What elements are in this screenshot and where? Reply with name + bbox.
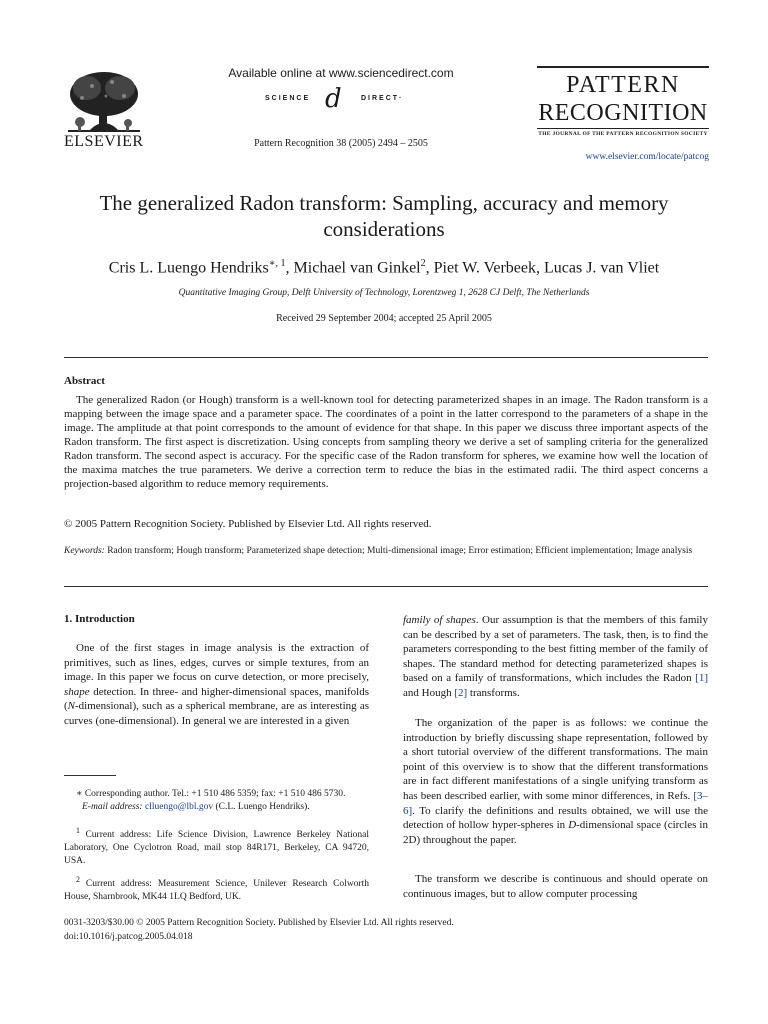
keywords-label: Keywords: — [64, 546, 105, 556]
footnote-1 — [64, 824, 369, 868]
citation-link-2[interactable]: [2] — [454, 686, 468, 699]
sd-logo-left: SCIENCE — [265, 95, 311, 102]
journal-box-bottom-rule — [537, 128, 709, 129]
author-2: , Michael van Ginkel — [285, 259, 421, 277]
bottom-publication-info — [64, 916, 708, 944]
footnote-email-line — [64, 802, 310, 812]
journal-url-link[interactable]: www.elsevier.com/locate/patcog — [585, 152, 709, 162]
footnote-2-mark: 2 — [76, 875, 80, 884]
author-1: Cris L. Luengo Hendriks — [108, 259, 269, 277]
article-title: The generalized Radon transform: Sampling, accuracy and memory considerations — [99, 191, 669, 241]
abstract-heading: Abstract — [64, 375, 105, 387]
intro-p1-symbol-n: N — [67, 700, 76, 713]
journal-title-line2: RECOGNITION — [538, 100, 708, 126]
author-2-marks: 2 — [420, 258, 426, 269]
footnote-corresponding-author — [64, 788, 369, 814]
intro-right-paragraph-2 — [403, 716, 708, 847]
footnote-email-link[interactable]: clluengo@lbl.gov — [144, 802, 214, 812]
section-heading-introduction: 1. Introduction — [64, 613, 135, 625]
received-dates: Received 29 September 2004; accepted 25 April 2005 — [276, 313, 492, 324]
intro-r1-text-b: and Hough — [403, 686, 455, 699]
journal-subtitle: THE JOURNAL OF THE PATTERN RECOGNITION SOCIETY — [538, 131, 708, 137]
issn-copyright-line: 0031-3203/$30.00 © 2005 Pattern Recognition Society. Published by Elsevier Ltd. All rights reserved. — [64, 918, 454, 928]
author-list — [60, 258, 708, 277]
intro-r1-text-a: . Our assumption is that the members of this family can be described by a set of parameters. The task, then, is to find the parameters corresponding to the best fitting member of the family of shapes. The standard method for detecting parameterized shapes is based on a family of transformations, which includes the Radon — [403, 614, 708, 685]
intro-p1-text-b: detection. In three- and higher-dimensional spaces, manifolds ( — [64, 685, 369, 713]
intro-p1-emphasis: shape — [64, 685, 90, 698]
intro-right-paragraph-3: The transform we describe is continuous and should operate on continuous images, but to allow computer processing — [403, 873, 708, 900]
journal-reference: Pattern Recognition 38 (2005) 2494 – 2505 — [254, 138, 428, 149]
footnote-email-tail: (C.L. Luengo Hendriks). — [213, 802, 310, 812]
intro-p1-text-a: One of the first stages in image analysis is the extraction of primitives, such as lines, edges, curves or simple textures, from an image. In this paper we focus on curve detection, or more precisely, — [64, 642, 369, 684]
available-online-text: Available online at www.sciencedirect.com — [228, 66, 454, 80]
sd-logo-right: DIRECT· — [361, 95, 404, 102]
abstract-top-rule — [64, 357, 708, 358]
abstract-bottom-rule — [64, 586, 708, 587]
sd-logo-mark: d — [325, 84, 344, 114]
journal-title-line1: PATTERN — [566, 72, 680, 98]
footnote-phone-fax: ∗ Corresponding author. Tel.: +1 510 486 5359; fax: +1 510 486 5730. — [76, 789, 346, 799]
intro-r2-text-a: The organization of the paper is as follows: we continue the introduction by briefly discussing shape representation, followed by a short tutorial overview of the different transformations. The main point of this overview is to show that the different transformations are in fact different manifestations of a single unifying transform as has been described earlier, with some minor differences, in Refs. — [403, 717, 708, 802]
footnote-2-text: Current address: Measurement Science, Unilever Research Colworth House, Sharnbrook, MK44 1LQ Bedford, UK. — [64, 879, 369, 903]
intro-right-paragraph-1 — [403, 613, 708, 701]
intro-r1-text-c: transforms. — [467, 686, 520, 699]
author-rest: , Piet W. Verbeek, Lucas J. van Vliet — [425, 259, 660, 277]
keywords-list: Radon transform; Hough transform; Parameterized shape detection; Multi-dimensional image; Error estimation; Efficient implementation; Image analysis — [104, 546, 693, 556]
footnote-2 — [64, 873, 369, 904]
citation-link-3-6[interactable]: [3–6] — [403, 789, 708, 817]
intro-r2-symbol-d: D — [568, 819, 577, 832]
journal-box-top-rule — [537, 66, 709, 68]
intro-paragraph-1 — [64, 641, 369, 729]
footnote-1-text: Current address: Life Science Division, Lawrence Berkeley National Laboratory, One Cyclotron Road, mail stop 84R171, Berkeley, CA 94720, USA. — [64, 830, 369, 867]
footnote-1-mark: 1 — [76, 826, 80, 835]
sciencedirect-logo — [265, 86, 415, 112]
footnote-rule — [64, 775, 116, 776]
intro-r2-text-c: -dimensional space (circles in 2D) throughout the paper. — [403, 819, 708, 846]
publisher-name: ELSEVIER — [64, 133, 144, 150]
intro-r1-emphasis: family of shapes — [403, 614, 476, 626]
intro-r2-text-b: . To clarify the definitions and results obtained, we will use the detection of hollow hyper-spheres in — [403, 804, 708, 832]
affiliation: Quantitative Imaging Group, Delft University of Technology, Lorentzweg 1, 2628 CJ Delft, The Netherlands — [178, 288, 590, 298]
abstract-body: The generalized Radon (or Hough) transform is a well-known tool for detecting parameterized shapes in an image. The Radon transform is a mapping between the image space and a parameter space. The coordinates of a point in the latter correspond to the parameters of a shape in the image. The amplitude at that point corresponds to the amount of evidence for that shape. In this paper we discuss three important aspects of the Radon transform. The first aspect is discretization. Using concepts from sampling theory we derive a set of sampling criteria for the generalized Radon transform. The second aspect is accuracy. For the specific case of the Radon transform for spheres, we examine how well the location of the maxima matches the true parameters. We derive a correction term to reduce the bias in the estimated radii. The third aspect concerns a projection-based algorithm to reduce memory requirements. — [64, 394, 708, 490]
doi-line: doi:10.1016/j.patcog.2005.04.018 — [64, 932, 193, 942]
intro-p1-text-c: -dimensional), such as a spherical membrane, are as interesting as curves (one-dimensional). In general we are interested in a given — [64, 700, 369, 727]
author-1-marks: ∗, 1 — [268, 258, 286, 269]
abstract-copyright: © 2005 Pattern Recognition Society. Published by Elsevier Ltd. All rights reserved. — [64, 518, 432, 530]
citation-link-1[interactable]: [1] — [695, 672, 708, 685]
keywords — [64, 545, 708, 558]
footnote-email-label: E-mail address: — [82, 802, 143, 812]
